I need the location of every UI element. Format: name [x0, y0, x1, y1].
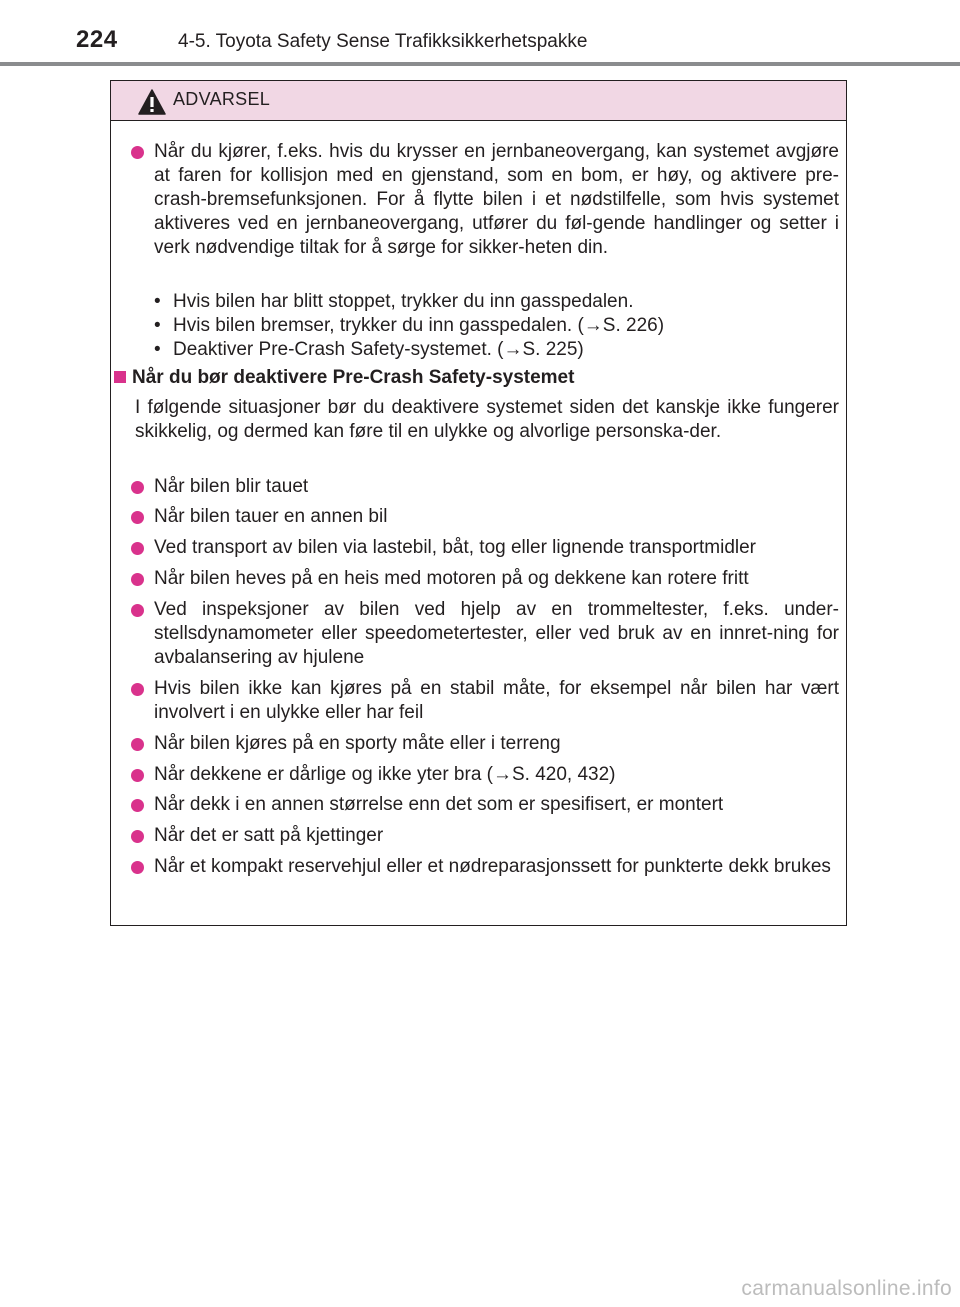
- bullet-dot: [131, 769, 144, 782]
- header-divider: [0, 62, 960, 66]
- page-number: 224: [76, 26, 118, 53]
- bullet-dot: [131, 511, 144, 524]
- condition-text: Ved inspeksjoner av bilen ved hjelp av en trommeltester, f.eks. under-stellsdynamometer eller speedometertester, eller ved bruk av en innret-ning for avbalansering av hjulene: [154, 599, 839, 668]
- bullet-dot: [131, 481, 144, 494]
- sub-item-text: Hvis bilen har blitt stoppet, trykker du inn gasspedalen.: [173, 291, 634, 312]
- condition-text: Ved transport av bilen via lastebil, båt, tog eller lignende transportmidler: [154, 537, 757, 558]
- watermark: carmanualsonline.info: [741, 1277, 952, 1300]
- warning-box: [110, 80, 847, 926]
- sub-item-text: Deaktiver Pre-Crash Safety-systemet. (→S. 225): [173, 339, 584, 360]
- bullet-dot: [131, 738, 144, 751]
- section-heading: [114, 366, 834, 390]
- warning-header: [111, 81, 846, 121]
- bullet-dot: [131, 542, 144, 555]
- sub-item-marker: •: [154, 339, 161, 360]
- bullet-dot: [131, 146, 144, 159]
- section-title: 4-5. Toyota Safety Sense Trafikksikkerhetspakke: [178, 31, 588, 52]
- section-heading-text: Når du bør deaktivere Pre-Crash Safety-systemet: [132, 367, 575, 388]
- warning-title: ADVARSEL: [173, 89, 271, 109]
- bullet-dot: [131, 861, 144, 874]
- condition-text: Når bilen heves på en heis med motoren på og dekkene kan rotere fritt: [154, 568, 749, 589]
- condition-text: Når bilen kjøres på en sporty måte eller i terreng: [154, 733, 561, 754]
- condition-text: Når et kompakt reservehjul eller et nødreparasjonssett for punkterte dekk brukes: [154, 856, 831, 877]
- heading-square-icon: [114, 371, 126, 383]
- bullet-dot: [131, 683, 144, 696]
- section-intro: I følgende situasjoner bør du deaktivere systemet siden det kanskje ikke fungerer skikkelig, og dermed kan føre til en ulykke og alvorlige personska-der.: [135, 397, 839, 442]
- sub-item: [154, 314, 834, 338]
- page-header: [0, 0, 960, 64]
- sub-item-text: Hvis bilen bremser, trykker du inn gasspedalen. (→S. 226): [173, 315, 665, 336]
- condition-text: Hvis bilen ikke kan kjøres på en stabil måte, for eksempel når bilen har vært involvert i en ulykke eller har feil: [154, 678, 839, 723]
- sub-item: [154, 338, 834, 362]
- sub-item: [154, 290, 834, 314]
- warning-triangle-icon: [138, 89, 166, 115]
- bullet-dot: [131, 830, 144, 843]
- bullet-dot: [131, 604, 144, 617]
- sub-item-marker: •: [154, 291, 161, 312]
- bullet-dot: [131, 573, 144, 586]
- condition-text: Når bilen tauer en annen bil: [154, 506, 388, 527]
- bullet-dot: [131, 799, 144, 812]
- condition-text: Når det er satt på kjettinger: [154, 825, 384, 846]
- intro-bullet-text: Når du kjører, f.eks. hvis du krysser en jernbaneovergang, kan systemet avgjøre at faren for kollisjon med en gjenstand, som en bom, er høy, og aktivere pre-crash-bremsefunksjonen. For å flytte bilen i et nødstilfelle, som hvis systemet aktiveres ved en jernbaneovergang, utfører du føl-gende handlinger og setter i verk nødvendige tiltak for å sørge for sikker-heten din.: [154, 141, 839, 258]
- condition-text: Når dekkene er dårlige og ikke yter bra (→S. 420, 432): [154, 764, 616, 785]
- condition-text: Når dekk i en annen størrelse enn det som er spesifisert, er montert: [154, 794, 724, 815]
- condition-text: Når bilen blir tauet: [154, 476, 309, 497]
- sub-item-marker: •: [154, 315, 161, 336]
